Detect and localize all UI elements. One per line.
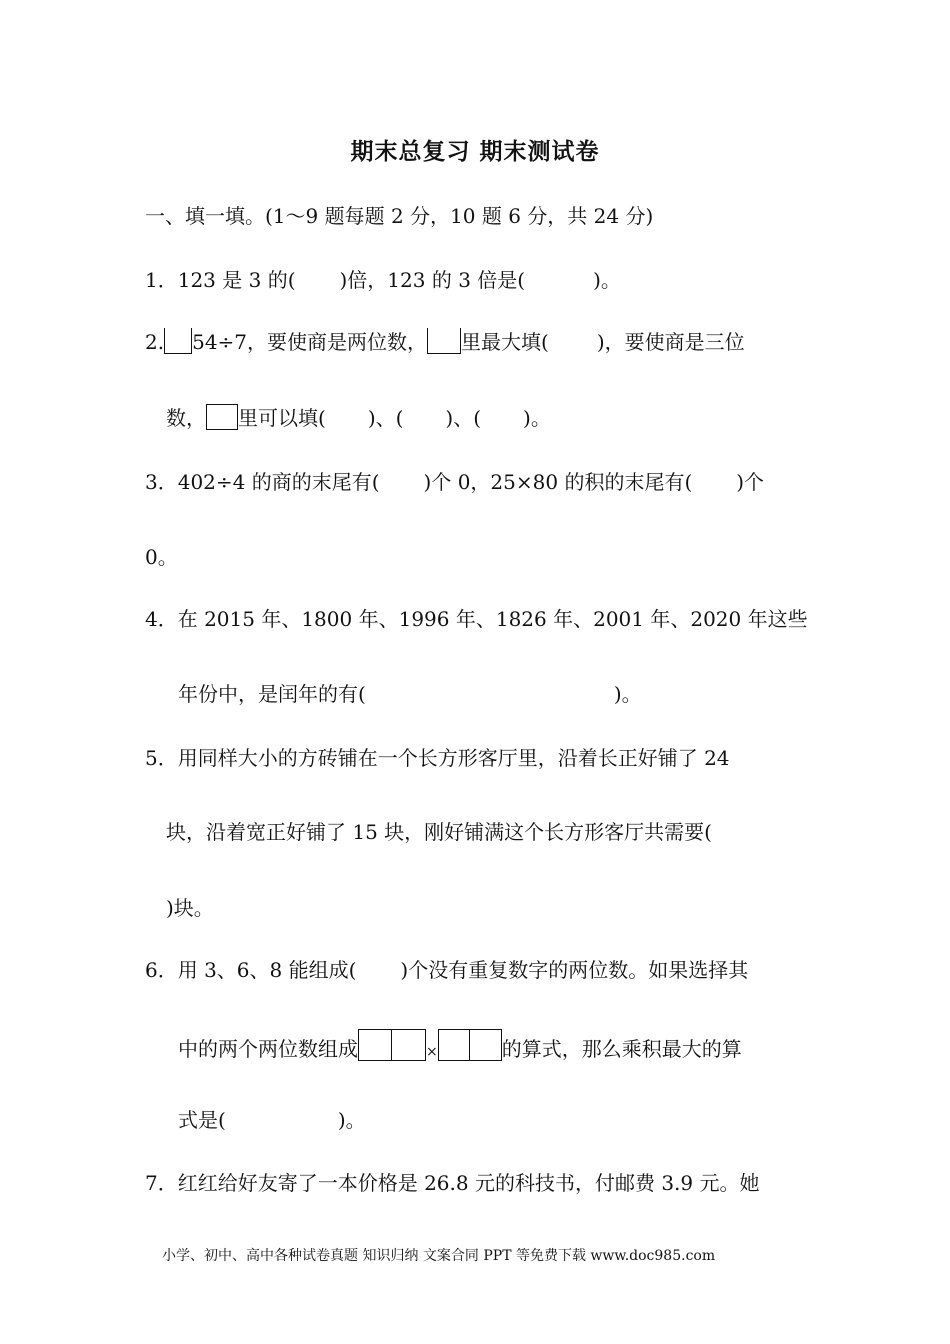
q6-part-b: )个没有重复数字的两位数。如果选择其	[400, 958, 749, 982]
digit-box	[392, 1029, 426, 1061]
question-2-line-2	[166, 404, 551, 432]
question-3-line-2: 0。	[145, 545, 178, 569]
question-2-line-1	[145, 328, 745, 356]
q6-part-a: 6．用 3、6、8 能组成(	[145, 958, 357, 982]
q2-part-f: )、(	[367, 406, 404, 430]
question-5-line-2: 块，沿着宽正好铺了 15 块，刚好铺满这个长方形客厅共需要(	[166, 820, 712, 844]
digit-box	[164, 328, 192, 354]
question-1	[145, 266, 621, 294]
question-5-line-3: )块。	[166, 896, 214, 920]
question-4-line-1: 4．在 2015 年、1800 年、1996 年、1826 年、2001 年、2020 年这些	[145, 607, 808, 631]
digit-box	[427, 328, 461, 354]
question-7-line-1: 7．红红给好友寄了一本价格是 26.8 元的科技书，付邮费 3.9 元。她	[145, 1171, 760, 1195]
q6-part-c: 中的两个两位数组成	[178, 1037, 358, 1061]
q1-part-a: 1．123 是 3 的(	[145, 268, 296, 292]
page-footer: 小学、初中、高中各种试卷真题 知识归纳 文案合同 PPT 等免费下载 www.doc985.com	[162, 1248, 716, 1264]
digit-box	[206, 404, 238, 430]
question-4-line-2	[178, 680, 642, 708]
q1-part-c: )。	[593, 268, 621, 292]
page-title: 期末总复习 期末测试卷	[350, 139, 600, 165]
q6-part-f: )。	[337, 1108, 366, 1132]
q3-part-b: )个 0，25×80 的积的末尾有(	[423, 470, 693, 494]
q2-part-g: )、(	[445, 406, 482, 430]
q2-part-h: )。	[523, 406, 551, 430]
q3-part-a: 3．402÷4 的商的末尾有(	[145, 470, 380, 494]
question-6-line-1	[145, 956, 748, 984]
digit-box	[470, 1029, 502, 1061]
q4-part-b: 年份中，是闰年的有(	[178, 682, 366, 706]
question-6-line-3	[178, 1106, 366, 1134]
q2-part-a: 54÷7，要使商是两位数，	[192, 330, 428, 354]
q2-part-c: )，要使商是三位	[596, 330, 745, 354]
q3-part-c: )个	[736, 470, 765, 494]
digit-box	[358, 1029, 392, 1061]
digit-box	[438, 1029, 470, 1061]
section-heading: 一、填一填。(1～9 题每题 2 分，10 题 6 分，共 24 分)	[145, 204, 654, 228]
q2-part-e: 里可以填(	[238, 406, 326, 430]
question-5-line-1: 5．用同样大小的方砖铺在一个长方形客厅里，沿着长正好铺了 24	[145, 746, 730, 770]
q2-part-d: 数，	[166, 406, 206, 430]
times-sign: ×	[426, 1044, 438, 1060]
q6-part-d: 的算式，那么乘积最大的算	[501, 1037, 742, 1061]
q1-part-b: )倍，123 的 3 倍是(	[339, 268, 526, 292]
q2-part-b: 里最大填(	[461, 330, 549, 354]
q4-part-c: )。	[613, 682, 642, 706]
question-3-line-1	[145, 468, 764, 496]
q2-number: 2.	[145, 330, 165, 354]
q6-part-e: 式是(	[178, 1108, 226, 1132]
question-6-line-2	[178, 1029, 742, 1066]
